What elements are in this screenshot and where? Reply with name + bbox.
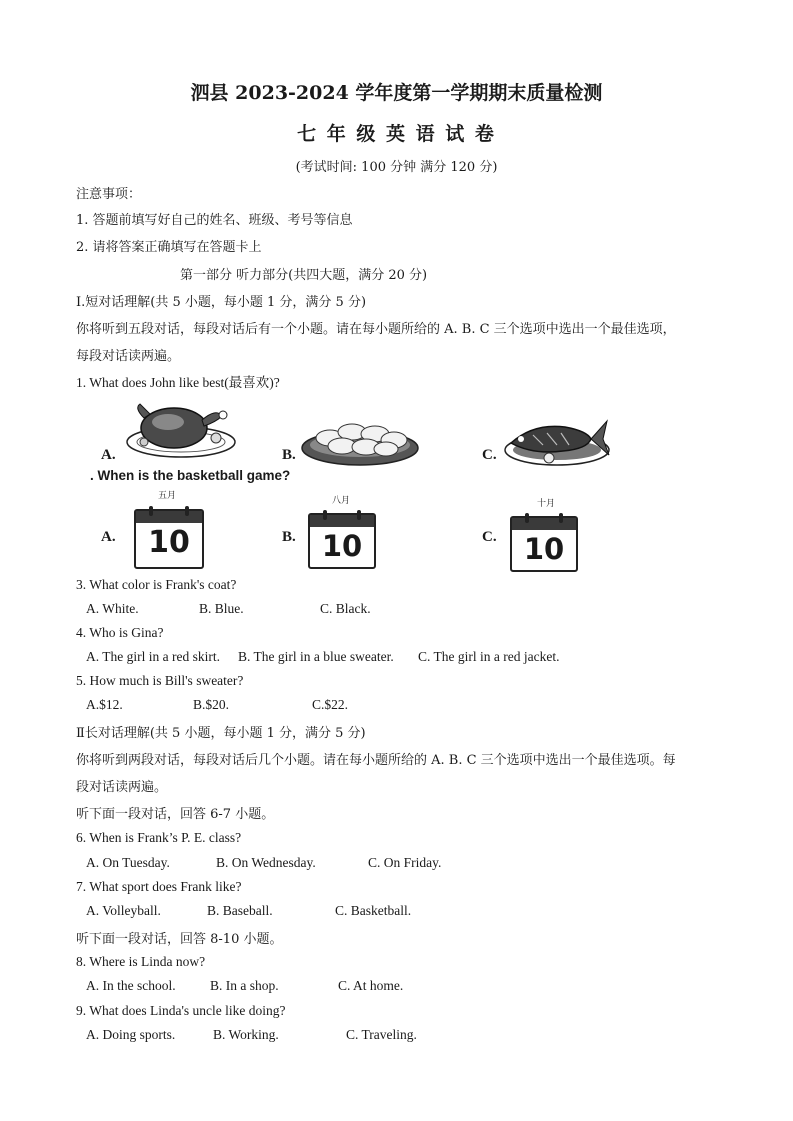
section2-instructions: 段对话读两遍。 bbox=[76, 780, 168, 795]
option-c: C. At home. bbox=[338, 978, 404, 993]
option-a: A. The girl in a red skirt. bbox=[86, 649, 220, 664]
section1-instructions: 你将听到五段对话，每段对话后有一个小题。请在每小题所给的 A. B. C 三个选项中选出一个最佳选项， bbox=[76, 322, 676, 337]
question-6: 6. When is Frank’s P. E. class? bbox=[76, 830, 242, 845]
section2-heading: Ⅱ长对话理解(共 5 小题，每小题 1 分，满分 5 分) bbox=[76, 726, 366, 741]
option-b: B. On Wednesday. bbox=[216, 855, 316, 870]
question-9: 9. What does Linda's uncle like doing? bbox=[76, 1003, 286, 1018]
question-7: 7. What sport does Frank like? bbox=[76, 879, 242, 894]
option-a: A. Doing sports. bbox=[86, 1027, 176, 1042]
option-b: B. Blue. bbox=[199, 601, 244, 616]
calendar-day: 10 bbox=[148, 525, 190, 560]
calendar-icon bbox=[134, 509, 204, 569]
question-8: 8. Where is Linda now? bbox=[76, 954, 206, 969]
option-b: B. Baseball. bbox=[207, 903, 273, 918]
exam-info: (考试时间: 100 分钟 满分 120 分) bbox=[295, 160, 498, 175]
fish-icon bbox=[503, 405, 613, 470]
option-a: A. Volleyball. bbox=[86, 903, 161, 918]
option-label: A. bbox=[101, 529, 116, 545]
notes-item: 2. 请将答案正确填写在答题卡上 bbox=[76, 240, 262, 255]
option-c: C. Basketball. bbox=[335, 903, 412, 918]
option-label: C. bbox=[482, 529, 497, 545]
question-2: . When is the basketball game? bbox=[90, 468, 291, 483]
question-1: 1. What does John like best(最喜欢)? bbox=[76, 375, 280, 390]
option-a: A. On Tuesday. bbox=[86, 855, 170, 870]
exam-subtitle: 七 年 级 英 语 试 卷 bbox=[297, 123, 496, 145]
roast-chicken-icon bbox=[124, 398, 239, 463]
option-a: A.$12. bbox=[86, 697, 123, 712]
month-label: 十月 bbox=[537, 499, 556, 509]
calendar-icon bbox=[308, 513, 376, 569]
option-a: A. White. bbox=[86, 601, 139, 616]
option-label: B. bbox=[282, 447, 296, 463]
option-c: C.$22. bbox=[312, 697, 349, 712]
option-c: C. The girl in a red jacket. bbox=[418, 649, 560, 664]
option-b: B. The girl in a blue sweater. bbox=[238, 649, 394, 664]
option-label: C. bbox=[482, 447, 497, 463]
section2-instructions: 你将听到两段对话，每段对话后几个小题。请在每小题所给的 A. B. C 三个选项中选出一个最佳选项。每 bbox=[76, 753, 676, 768]
dialog-intro: 听下面一段对话，回答 6-7 小题。 bbox=[76, 807, 275, 822]
option-c: C. On Friday. bbox=[368, 855, 442, 870]
month-label: 八月 bbox=[332, 496, 351, 506]
calendar-day: 10 bbox=[523, 532, 565, 566]
option-b: B. Working. bbox=[213, 1027, 279, 1042]
option-label: B. bbox=[282, 529, 296, 545]
dumplings-icon bbox=[300, 410, 420, 468]
option-b: B. In a shop. bbox=[210, 978, 279, 993]
notes-heading: 注意事项： bbox=[76, 187, 142, 202]
question-5: 5. How much is Bill's sweater? bbox=[76, 673, 244, 688]
option-b: B.$20. bbox=[193, 697, 230, 712]
option-c: C. Traveling. bbox=[346, 1027, 417, 1042]
calendar-icon bbox=[510, 516, 578, 572]
option-c: C. Black. bbox=[320, 601, 371, 616]
exam-title: 泗县 2023-2024 学年度第一学期期末质量检测 bbox=[190, 82, 603, 104]
dialog-intro: 听下面一段对话，回答 8-10 小题。 bbox=[76, 932, 283, 947]
section1-instructions: 每段对话读两遍。 bbox=[76, 349, 181, 364]
section1-heading: I.短对话理解(共 5 小题，每小题 1 分，满分 5 分) bbox=[76, 295, 367, 310]
calendar-day: 10 bbox=[321, 529, 363, 563]
question-4: 4. Who is Gina? bbox=[76, 625, 164, 640]
part1-heading: 第一部分 听力部分(共四大题，满分 20 分) bbox=[180, 268, 428, 283]
month-label: 五月 bbox=[158, 491, 177, 501]
notes-item: 1. 答题前填写好自己的姓名、班级、考号等信息 bbox=[76, 213, 353, 228]
question-3: 3. What color is Frank's coat? bbox=[76, 577, 237, 592]
option-a: A. In the school. bbox=[86, 978, 176, 993]
option-label: A. bbox=[101, 447, 116, 463]
